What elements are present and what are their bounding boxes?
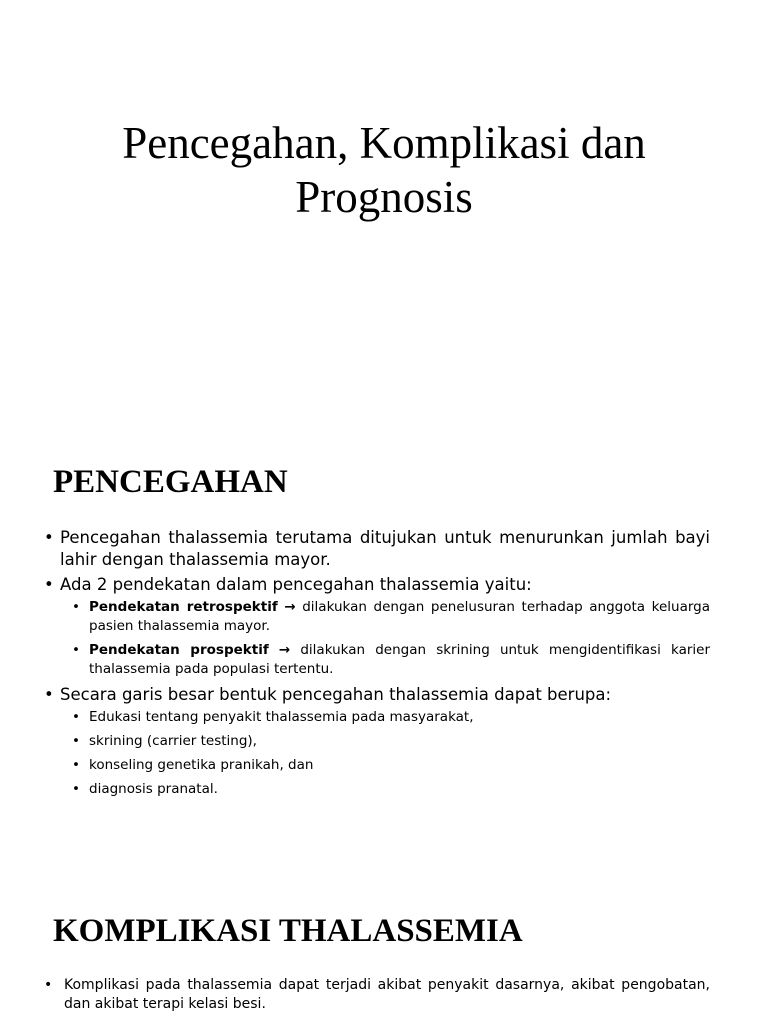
slide-title-line-1: Pencegahan, Komplikasi dan <box>122 118 646 168</box>
sublist-item: • diagnosis pranatal. <box>72 780 710 799</box>
list-item <box>44 527 710 571</box>
bullet-text: Pencegahan thalassemia terutama ditujukan untuk menurunkan jumlah bayi lahir dengan thalassemia mayor. <box>60 528 710 569</box>
sublist-item <box>72 598 710 636</box>
sublist-item <box>72 641 710 679</box>
approach-text: dilakukan dengan penelusuran terhadap anggota keluarga pasien thalassemia mayor. <box>89 599 711 634</box>
sublist-item: • skrining (carrier testing), <box>72 732 710 751</box>
sublist-item: • konseling genetika pranikah, dan <box>72 756 710 775</box>
forms-sublist <box>60 708 710 799</box>
approach-sublist <box>60 598 710 679</box>
section-heading-pencegahan: PENCEGAHAN <box>53 464 288 500</box>
pencegahan-list <box>44 527 710 804</box>
list-item <box>44 684 710 799</box>
komplikasi-list <box>44 976 710 1017</box>
approach-text: dilakukan dengan skrining untuk mengidentifikasi karier thalassemia pada populasi tertentu. <box>89 642 711 677</box>
sublist-item: • Edukasi tentang penyakit thalassemia pada masyarakat, <box>72 708 710 727</box>
bullet-text: Secara garis besar bentuk pencegahan thalassemia dapat berupa: <box>60 685 612 704</box>
slide-title <box>0 116 768 224</box>
list-item <box>44 976 710 1014</box>
list-item <box>44 574 710 679</box>
arrow-right-icon: → <box>278 642 291 658</box>
bullet-text: Komplikasi pada thalassemia dapat terjadi akibat penyakit dasarnya, akibat pengobatan, dan akibat terapi kelasi besi. <box>64 977 710 1012</box>
section-heading-komplikasi: KOMPLIKASI THALASSEMIA <box>53 913 523 949</box>
approach-label: Pendekatan retrospektif <box>89 599 278 615</box>
approach-label: Pendekatan prospektif <box>89 642 269 658</box>
bullet-text: Ada 2 pendekatan dalam pencegahan thalassemia yaitu: <box>60 575 532 594</box>
slide-title-line-2: Prognosis <box>295 172 473 222</box>
arrow-right-icon: → <box>284 599 296 615</box>
